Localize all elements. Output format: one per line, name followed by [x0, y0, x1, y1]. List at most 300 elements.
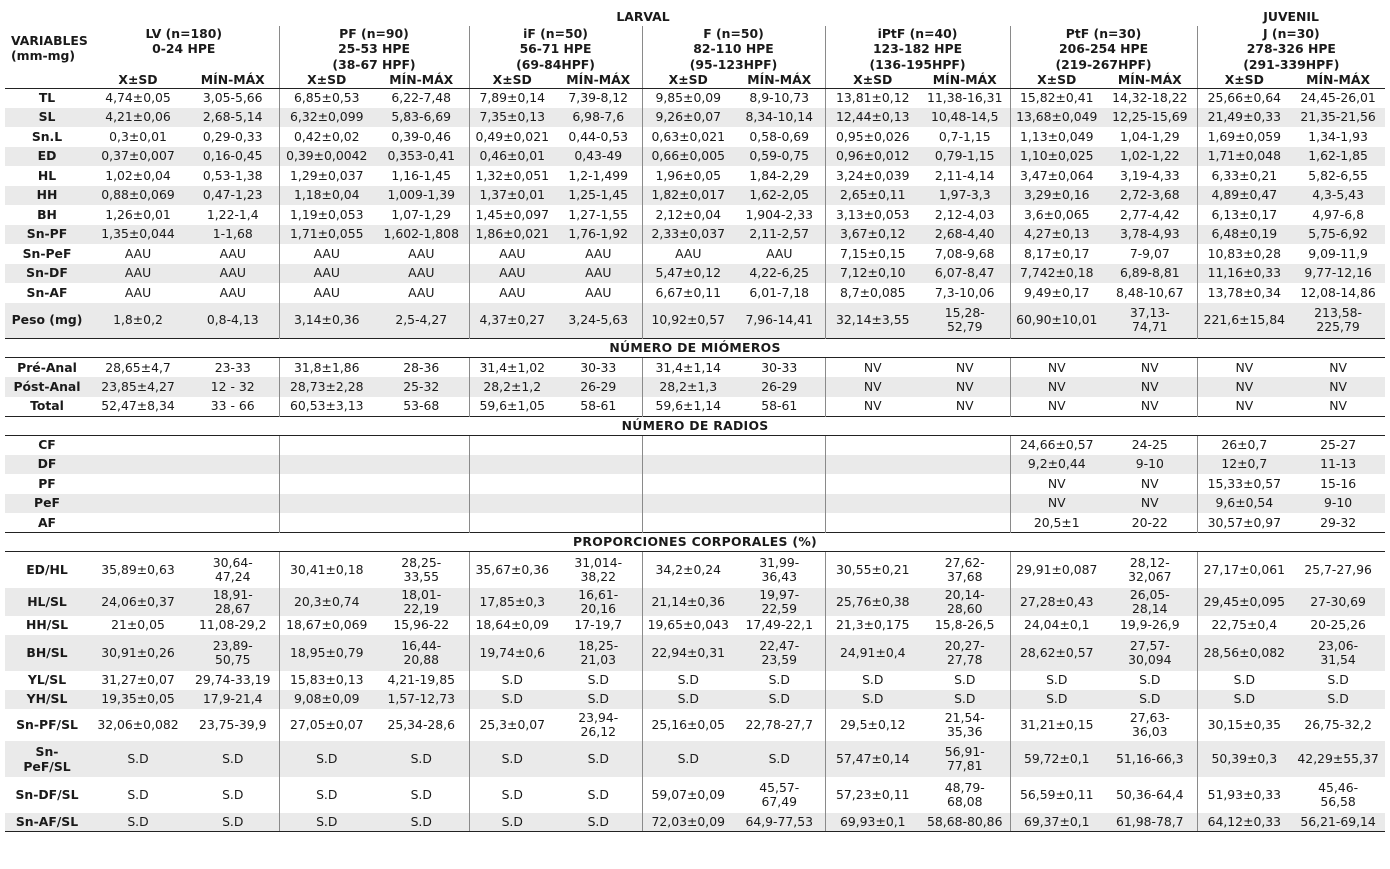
table-row	[5, 166, 1385, 186]
mean-sd-cell: 25,3±0,07	[469, 709, 555, 741]
mean-sd-cell: 72,03±0,09	[642, 813, 734, 832]
mean-sd-cell: S.D	[469, 690, 555, 709]
min-max-cell: 23-33	[214, 359, 251, 375]
mean-sd-cell: 59,72±0,1	[1010, 741, 1103, 777]
min-max-cell: AAU	[374, 264, 469, 284]
mean-sd-cell: 9,26±0,07	[642, 108, 734, 128]
min-max-cell: 17,49-22,1	[745, 617, 814, 632]
min-max-cell	[187, 494, 279, 514]
mean-sd-cell: S.D	[279, 813, 374, 832]
min-max-cell: 31,014- 38,22	[574, 554, 623, 584]
mean-sd-cell: 21,49±0,33	[1197, 108, 1291, 128]
mean-sd-cell: 28,62±0,57	[1010, 635, 1103, 671]
mean-sd-cell: NV	[1010, 494, 1103, 514]
mean-sd-cell: 56,59±0,11	[1010, 777, 1103, 813]
morphometry-table	[5, 8, 1385, 832]
min-max-cell: 8,48-10,67	[1116, 284, 1184, 300]
group-hpf: (291-339HPF)	[1197, 57, 1385, 73]
min-max-cell: 30,64- 47,24	[212, 554, 253, 584]
min-max-cell: 1,27-1,55	[568, 206, 629, 222]
min-max-cell: 23,94- 26,12	[578, 709, 619, 739]
group-hpf: (69-84HPF)	[469, 57, 642, 73]
mean-sd-cell: 52,47±8,34	[101, 398, 175, 413]
mean-sd-cell: 4,27±0,13	[1010, 225, 1103, 245]
table-row	[5, 671, 1385, 690]
min-max-cell: 11,38-16,31	[920, 88, 1010, 108]
mean-sd-cell: 18,95±0,79	[279, 635, 374, 671]
min-max-cell: 31,99- 36,43	[759, 554, 800, 584]
variable-name: YH/SL	[5, 690, 89, 709]
mean-sd-cell	[89, 435, 187, 455]
min-max-cell: 23,75-39,9	[198, 716, 267, 732]
mean-sd-header: X±SD	[642, 73, 734, 88]
table-row	[5, 244, 1385, 264]
mean-sd-cell	[825, 494, 920, 514]
group-hpf	[89, 57, 279, 73]
variable-name: Pré-Anal	[17, 359, 77, 375]
table-row	[5, 777, 1385, 813]
mean-sd-cell: 26±0,7	[1197, 435, 1291, 455]
mean-sd-cell: NV	[825, 397, 920, 417]
min-max-cell	[374, 455, 469, 475]
variable-name: YL/SL	[27, 672, 67, 687]
mean-sd-cell: 1,29±0,037	[279, 166, 374, 186]
min-max-cell: 1,602-1,808	[374, 225, 469, 245]
variable-name: BH	[37, 206, 57, 222]
mean-sd-cell: 0,39±0,0042	[279, 147, 374, 167]
min-max-cell: 21,54- 35,36	[944, 709, 985, 739]
group-hpe: 123-182 HPE	[825, 41, 1010, 57]
min-max-cell: 8,34-10,14	[734, 108, 825, 128]
mean-sd-cell: 23,85±4,27	[89, 377, 187, 397]
mean-sd-cell: 19,35±0,05	[89, 690, 187, 709]
mean-sd-cell: AAU	[469, 283, 555, 303]
min-max-cell: 2,68-5,14	[187, 108, 279, 128]
mean-sd-cell: 1,8±0,2	[89, 303, 187, 339]
section-title: NÚMERO DE MIÓMEROS	[5, 339, 1385, 358]
min-max-header: MÍN-MÁX	[555, 73, 642, 88]
variable-name: ED	[5, 147, 89, 167]
mean-sd-cell: 3,29±0,16	[1010, 186, 1103, 206]
mean-sd-cell: S.D	[642, 671, 734, 690]
mean-sd-cell: AAU	[469, 264, 555, 284]
mean-sd-cell: 4,89±0,47	[1197, 186, 1291, 206]
mean-sd-cell: S.D	[642, 741, 734, 777]
min-max-cell: 11,08-29,2	[198, 617, 267, 632]
mean-sd-cell: 7,742±0,18	[1010, 264, 1103, 284]
min-max-cell: 45,57- 67,49	[759, 779, 800, 809]
mean-sd-cell: 29,91±0,087	[1010, 552, 1103, 588]
table-row	[5, 127, 1385, 147]
mean-sd-cell: 1,02±0,04	[105, 167, 171, 183]
variable-name: CF	[38, 437, 56, 452]
mean-sd-cell: 7,35±0,13	[469, 108, 555, 128]
min-max-cell: 0,47-1,23	[187, 186, 279, 206]
min-max-cell: 1,76-1,92	[555, 225, 642, 245]
table-row	[5, 552, 1385, 588]
min-max-cell: S.D	[587, 786, 609, 802]
mean-sd-cell: 12,44±0,13	[825, 108, 920, 128]
mean-sd-cell	[89, 494, 187, 514]
min-max-cell: 58-61	[761, 398, 798, 413]
min-max-cell: 61,98-78,7	[1103, 813, 1197, 832]
table-row	[5, 283, 1385, 303]
min-max-cell: AAU	[408, 245, 435, 261]
min-max-cell: AAU	[408, 284, 435, 300]
mean-sd-cell: 57,47±0,14	[825, 741, 920, 777]
mean-sd-cell: 1,69±0,059	[1197, 127, 1291, 147]
min-max-cell: S.D	[1291, 690, 1385, 709]
mean-sd-cell: S.D	[469, 741, 555, 777]
table-row	[5, 741, 1385, 777]
mean-sd-cell: 1,82±0,017	[642, 186, 734, 206]
min-max-cell: 56,21-69,14	[1291, 813, 1385, 832]
min-max-cell: 1,62-1,85	[1291, 147, 1385, 167]
mean-sd-cell: 21,3±0,175	[825, 616, 920, 635]
group-hpf: (38-67 HPF)	[279, 57, 469, 73]
min-max-cell: 26-29	[555, 377, 642, 397]
min-max-cell: 7,08-9,68	[934, 245, 995, 261]
mean-sd-cell: 3,14±0,36	[279, 303, 374, 339]
min-max-cell	[734, 474, 825, 494]
mean-sd-cell	[469, 455, 555, 475]
min-max-cell: 48,79- 68,08	[944, 779, 985, 809]
min-max-cell: 4,97-6,8	[1312, 206, 1364, 222]
min-max-cell: 1,22-1,4	[206, 206, 259, 222]
section-title: PROPORCIONES CORPORALES (%)	[5, 533, 1385, 552]
min-max-cell: 21,35-21,56	[1291, 108, 1385, 128]
min-max-cell: 1,62-2,05	[734, 186, 825, 206]
min-max-cell: AAU	[219, 245, 246, 261]
variable-name: Sn-DF/SL	[15, 786, 79, 802]
mean-sd-cell: 22,94±0,31	[642, 635, 734, 671]
mean-sd-cell: 10,92±0,57	[642, 303, 734, 339]
min-max-cell: 42,29±55,37	[1291, 741, 1385, 777]
min-max-cell: 27-30,69	[1291, 588, 1385, 616]
mean-sd-cell: 60,53±3,13	[279, 397, 374, 417]
min-max-cell	[734, 513, 825, 533]
min-max-cell	[187, 513, 279, 533]
min-max-header: MÍN-MÁX	[920, 73, 1010, 88]
mean-sd-cell: 31,27±0,07	[101, 672, 175, 687]
mean-sd-cell: 69,93±0,1	[825, 813, 920, 832]
mean-sd-cell: 51,93±0,33	[1197, 777, 1291, 813]
mean-sd-cell: NV	[825, 377, 920, 397]
min-max-cell: 9,09-11,9	[1308, 245, 1368, 261]
mean-sd-cell: S.D	[279, 777, 374, 813]
min-max-cell: AAU	[219, 284, 246, 300]
min-max-cell: NV	[955, 398, 974, 413]
mean-sd-cell: 6,85±0,53	[279, 88, 374, 108]
min-max-cell: 1,34-1,93	[1308, 128, 1368, 144]
mean-sd-cell: 18,64±0,09	[469, 616, 555, 635]
mean-sd-cell: 7,89±0,14	[469, 88, 555, 108]
min-max-cell: 25,7-27,96	[1304, 561, 1372, 577]
min-max-cell: S.D	[187, 813, 279, 832]
min-max-cell	[555, 474, 642, 494]
min-max-cell: 1,57-12,73	[374, 690, 469, 709]
min-max-cell: S.D	[734, 690, 825, 709]
mean-sd-cell: 8,7±0,085	[825, 283, 920, 303]
min-max-cell: S.D	[222, 786, 244, 802]
min-max-cell: 4,22-6,25	[734, 264, 825, 284]
mean-sd-cell: 1,13±0,049	[1010, 127, 1103, 147]
min-max-cell: 56,91- 77,81	[920, 741, 1010, 777]
min-max-cell: 8,9-10,73	[734, 88, 825, 108]
variable-name: ED/HL	[26, 561, 68, 577]
mean-sd-cell: 2,12±0,04	[642, 205, 734, 225]
mean-sd-cell: S.D	[469, 777, 555, 813]
min-max-cell: 1-1,68	[187, 225, 279, 245]
min-max-cell: NV	[1140, 359, 1159, 375]
table-row	[5, 88, 1385, 108]
min-max-cell: 58-61	[580, 398, 617, 413]
mean-sd-cell: 21±0,05	[111, 617, 165, 632]
min-max-cell	[734, 455, 825, 475]
min-max-cell: 2,12-4,03	[934, 206, 995, 222]
mean-sd-cell: AAU	[279, 264, 374, 284]
mean-sd-cell: 6,48±0,19	[1197, 225, 1291, 245]
min-max-cell: 17,9-21,4	[187, 690, 279, 709]
mean-sd-cell: 1,71±0,055	[279, 225, 374, 245]
group-hpe: 82-110 HPE	[642, 41, 825, 57]
min-max-cell: NV	[920, 377, 1010, 397]
min-max-cell: 64,9-77,53	[734, 813, 825, 832]
min-max-cell: 19,97- 22,59	[734, 588, 825, 616]
min-max-cell: 16,44- 20,88	[374, 635, 469, 671]
section-header-row	[5, 339, 1385, 358]
min-max-cell	[734, 494, 825, 514]
mean-sd-cell: S.D	[1197, 690, 1291, 709]
min-max-cell: 3,24-5,63	[555, 303, 642, 339]
min-max-cell: 2,11-4,14	[934, 167, 995, 183]
mean-sd-cell: 60,90±10,01	[1010, 303, 1103, 339]
min-max-cell: 0,16-0,45	[187, 147, 279, 167]
min-max-cell: NV	[1103, 494, 1197, 514]
mean-sd-cell: 1,35±0,044	[89, 225, 187, 245]
min-max-cell: 5,82-6,55	[1308, 167, 1368, 183]
mean-sd-cell: 34,2±0,24	[642, 552, 734, 588]
min-max-cell	[187, 455, 279, 475]
mean-sd-cell: 59,6±1,05	[469, 397, 555, 417]
mean-sd-cell: 25,76±0,38	[825, 588, 920, 616]
mean-sd-cell: 28,2±1,2	[469, 377, 555, 397]
min-max-cell: 25-32	[374, 377, 469, 397]
mean-sd-cell: 2,33±0,037	[642, 225, 734, 245]
min-max-cell: S.D	[374, 813, 469, 832]
mean-sd-cell: 31,4±1,14	[642, 358, 734, 378]
mean-sd-cell: 13,81±0,12	[825, 88, 920, 108]
mean-sd-cell: 64,12±0,33	[1197, 813, 1291, 832]
min-max-cell: S.D	[410, 786, 432, 802]
table-row	[5, 205, 1385, 225]
group-name: F (n=50)	[642, 26, 825, 41]
min-max-cell: 1,84-2,29	[749, 167, 810, 183]
mean-sd-cell	[89, 455, 187, 475]
group-hpf: (219-267HPF)	[1010, 57, 1197, 73]
mean-sd-cell: 0,96±0,012	[825, 147, 920, 167]
mean-sd-cell: 1,19±0,053	[279, 205, 374, 225]
mean-sd-cell: 59,07±0,09	[642, 777, 734, 813]
mean-sd-header: X±SD	[825, 73, 920, 88]
group-hpe: 56-71 HPE	[469, 41, 642, 57]
mean-sd-cell	[825, 474, 920, 494]
mean-sd-cell: 24,06±0,37	[89, 588, 187, 616]
mean-sd-cell: 19,74±0,6	[469, 635, 555, 671]
variable-name: Total	[30, 398, 64, 413]
mean-sd-cell	[825, 435, 920, 455]
variable-name: Sn-PF	[5, 225, 89, 245]
table-row	[5, 494, 1385, 514]
mean-sd-cell: 20,3±0,74	[279, 588, 374, 616]
min-max-cell: 28,12- 32,067	[1128, 554, 1172, 584]
mean-sd-cell: 1,18±0,04	[279, 186, 374, 206]
mean-sd-cell: 1,32±0,051	[469, 166, 555, 186]
variable-name: HL/SL	[5, 588, 89, 616]
mean-sd-cell: 1,45±0,097	[469, 205, 555, 225]
min-max-cell: 29,74-33,19	[195, 672, 271, 687]
min-max-cell: 9,77-12,16	[1291, 264, 1385, 284]
min-max-cell: 12,08-14,86	[1300, 284, 1376, 300]
min-max-cell: 6,98-7,6	[555, 108, 642, 128]
variable-name: Sn-DF	[5, 264, 89, 284]
min-max-cell: 22,78-27,7	[745, 716, 814, 732]
min-max-cell: 0,59-0,75	[734, 147, 825, 167]
mean-sd-cell: NV	[825, 358, 920, 378]
group-name: iPtF (n=40)	[825, 26, 1010, 41]
mean-sd-cell: 30,91±0,26	[89, 635, 187, 671]
mean-sd-cell: 27,17±0,061	[1197, 552, 1291, 588]
min-max-cell: 29-32	[1320, 514, 1357, 530]
mean-sd-cell: 9,85±0,09	[642, 88, 734, 108]
min-max-cell: 24,45-26,01	[1291, 88, 1385, 108]
mean-sd-cell: AAU	[469, 244, 555, 264]
min-max-cell	[374, 513, 469, 533]
min-max-cell: AAU	[187, 264, 279, 284]
min-max-cell: 1,16-1,45	[391, 167, 452, 183]
mean-sd-cell	[642, 474, 734, 494]
min-max-cell: AAU	[766, 245, 793, 261]
group-name: iF (n=50)	[469, 26, 642, 41]
min-max-cell: S.D	[555, 741, 642, 777]
min-max-cell: 53-68	[403, 398, 440, 413]
min-max-cell: 20-25,26	[1310, 617, 1366, 632]
group-name: PtF (n=30)	[1010, 26, 1197, 41]
variable-name: SL	[5, 108, 89, 128]
mean-sd-cell: 17,85±0,3	[469, 588, 555, 616]
mean-sd-cell: 6,32±0,099	[279, 108, 374, 128]
mean-sd-cell: 27,28±0,43	[1010, 588, 1103, 616]
mean-sd-cell	[89, 513, 187, 533]
section-header-row	[5, 533, 1385, 552]
mean-sd-cell: 7,12±0,10	[825, 264, 920, 284]
min-max-cell: 0,53-1,38	[202, 167, 263, 183]
mean-sd-cell	[279, 513, 374, 533]
mean-sd-cell: 31,4±1,02	[469, 358, 555, 378]
variable-name: HH/SL	[25, 617, 69, 632]
mean-sd-header: X±SD	[1010, 73, 1103, 88]
min-max-cell: 20-22	[1131, 514, 1168, 530]
min-max-cell: 5,83-6,69	[374, 108, 469, 128]
min-max-cell: 4,21-19,85	[387, 672, 456, 687]
min-max-cell: 0,29-0,33	[202, 128, 263, 144]
min-max-cell: 3,05-5,66	[187, 88, 279, 108]
min-max-cell: 2,77-4,42	[1119, 206, 1180, 222]
min-max-cell: 23,89- 50,75	[187, 635, 279, 671]
min-max-cell: 12 - 32	[187, 377, 279, 397]
mean-sd-cell: 28,56±0,082	[1197, 635, 1291, 671]
min-max-cell: 45,46- 56,58	[1318, 779, 1359, 809]
min-max-cell: 26,75-32,2	[1304, 716, 1372, 732]
min-max-cell: 2,72-3,68	[1103, 186, 1197, 206]
mean-sd-cell: S.D	[89, 741, 187, 777]
min-max-cell	[920, 455, 1010, 475]
table-row	[5, 264, 1385, 284]
min-max-cell: 26-29	[734, 377, 825, 397]
table-row	[5, 108, 1385, 128]
min-max-cell	[187, 435, 279, 455]
mean-sd-cell: 5,47±0,12	[642, 264, 734, 284]
mean-sd-cell: 22,75±0,4	[1197, 616, 1291, 635]
group-hpe: 206-254 HPE	[1010, 41, 1197, 57]
min-max-cell: NV	[1140, 475, 1159, 491]
min-max-header: MÍN-MÁX	[374, 73, 469, 88]
table-row	[5, 635, 1385, 671]
mean-sd-cell: 29,5±0,12	[825, 709, 920, 741]
min-max-cell: 0,58-0,69	[749, 128, 810, 144]
mean-sd-cell: 27,05±0,07	[279, 709, 374, 741]
group-hpe: 25-53 HPE	[279, 41, 469, 57]
table-row	[5, 455, 1385, 475]
mean-sd-cell: 35,89±0,63	[101, 561, 175, 577]
min-max-cell: AAU	[585, 284, 612, 300]
mean-sd-cell: 32,14±3,55	[825, 303, 920, 339]
mean-sd-cell: 21,14±0,36	[642, 588, 734, 616]
mean-sd-cell: S.D	[89, 813, 187, 832]
mean-sd-cell	[642, 435, 734, 455]
variable-name: TL	[5, 88, 89, 108]
mean-sd-cell: 2,65±0,11	[825, 186, 920, 206]
min-max-cell: NV	[1140, 398, 1159, 413]
min-max-cell: NV	[1329, 398, 1347, 413]
min-max-cell	[374, 494, 469, 514]
min-max-cell	[555, 494, 642, 514]
min-max-cell: 1,25-1,45	[555, 186, 642, 206]
mean-sd-cell: NV	[1010, 397, 1103, 417]
variable-name: PF	[38, 475, 56, 491]
mean-sd-cell: 221,6±15,84	[1197, 303, 1291, 339]
mean-sd-cell: 30,57±0,97	[1197, 513, 1291, 533]
min-max-cell	[555, 435, 642, 455]
mean-sd-cell: 13,68±0,049	[1010, 108, 1103, 128]
mean-sd-cell: 3,67±0,12	[825, 225, 920, 245]
min-max-cell: 1,2-1,499	[568, 167, 629, 183]
mean-sd-cell: NV	[1010, 358, 1103, 378]
mean-sd-cell	[279, 474, 374, 494]
mean-sd-cell: 4,21±0,06	[89, 108, 187, 128]
min-max-header: MÍN-MÁX	[734, 73, 825, 88]
mean-sd-cell: NV	[1010, 377, 1103, 397]
mean-sd-cell	[469, 474, 555, 494]
min-max-cell: S.D	[555, 690, 642, 709]
variable-name: PeF	[5, 494, 89, 514]
min-max-cell: 18,91- 28,67	[187, 588, 279, 616]
min-max-cell: 0,79-1,15	[920, 147, 1010, 167]
variable-name: Sn- PeF/SL	[5, 741, 89, 777]
min-max-cell: 4,3-5,43	[1291, 186, 1385, 206]
mean-sd-cell: 4,37±0,27	[469, 303, 555, 339]
mean-sd-cell: 10,83±0,28	[1197, 244, 1291, 264]
